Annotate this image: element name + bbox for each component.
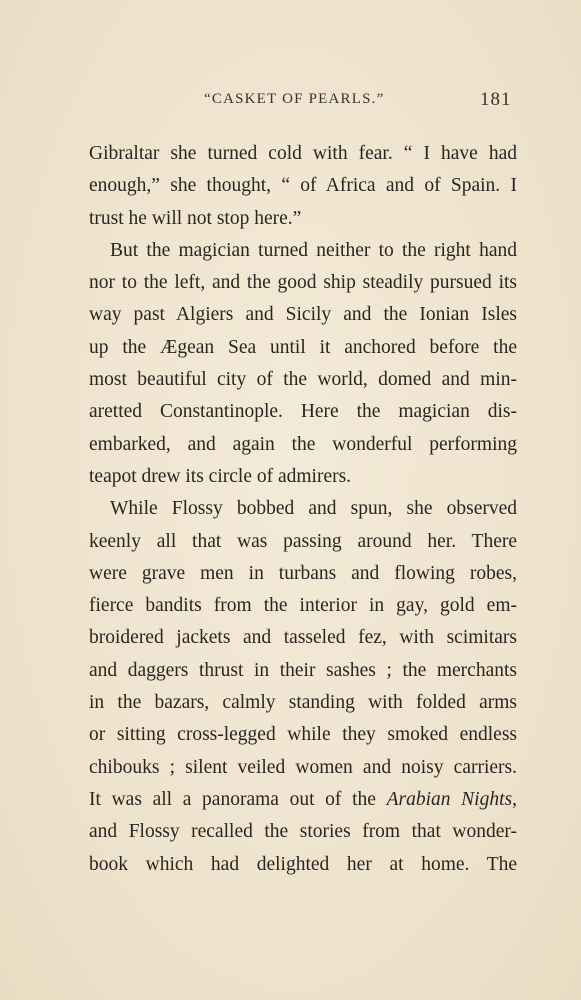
text-line: book which had delighted her at home. The (89, 853, 517, 875)
italic-title: Arabian Nights (386, 788, 513, 810)
text-line: Gibraltar she turned cold with fear. “ I have had (89, 143, 517, 164)
body-text (89, 138, 517, 881)
text-line: broidered jackets and tasseled fez, with scimitars (89, 627, 517, 649)
text-line: were grave men in turbans and flowing robes, (89, 562, 517, 584)
page-number: 181 (480, 89, 512, 110)
text-line: But the magician turned neither to the right hand (110, 239, 517, 261)
text-line: trust he will not stop here.” (89, 207, 302, 229)
running-head (0, 89, 581, 115)
text-line: or sitting cross-legged while they smoked endless (89, 724, 517, 746)
running-title: “CASKET OF PEARLS.” (204, 91, 385, 107)
text-line: up the Ægean Sea until it anchored before the (89, 336, 517, 358)
text-line: fierce bandits from the interior in gay, gold em- (89, 595, 517, 617)
text-line: and daggers thrust in their sashes ; the merchants (89, 659, 517, 681)
text-line: way past Algiers and Sicily and the Ionian Isles (89, 304, 517, 326)
text-line: enough,” she thought, “ of Africa and of Spain. I (89, 175, 517, 197)
text-line: in the bazars, calmly standing with folded arms (89, 692, 517, 714)
text-line: aretted Constantinople. Here the magician dis- (89, 401, 517, 423)
text-line: While Flossy bobbed and spun, she observed (110, 498, 517, 520)
text-line: embarked, and again the wonderful performing (89, 433, 517, 455)
text-line: chibouks ; silent veiled women and noisy carriers. (89, 756, 517, 778)
text-line: and Flossy recalled the stories from that wonder- (89, 821, 517, 843)
text-line: It was all a panorama out of the Arabian Nights, (89, 788, 517, 810)
text-line: keenly all that was passing around her. There (89, 530, 517, 552)
text-line: most beautiful city of the world, domed and min- (89, 369, 517, 391)
text-line: teapot drew its circle of admirers. (89, 465, 352, 487)
text-line: nor to the left, and the good ship steadily pursued its (89, 272, 517, 294)
